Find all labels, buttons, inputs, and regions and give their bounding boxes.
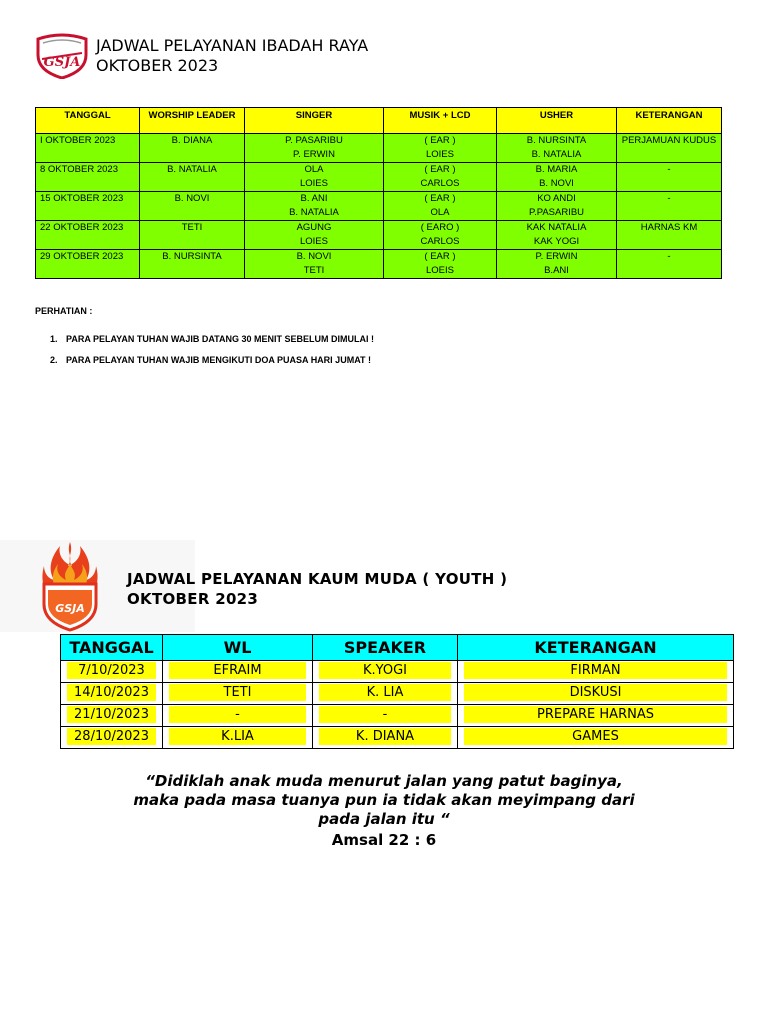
cell-singer: B. ANI B. NATALIA [245, 192, 384, 221]
notes-heading: PERHATIAN : [35, 306, 93, 316]
table-row [61, 705, 734, 727]
logo-text: GSJA [43, 55, 81, 70]
table-header-row [36, 108, 722, 134]
quote-line: pada jalan itu “ [318, 810, 450, 828]
cell-date: 8 OKTOBER 2023 [36, 163, 140, 192]
gsja-logo [34, 33, 90, 79]
cell-speaker: K.YOGI [313, 661, 458, 683]
cell-musik: ( EARO ) CARLOS [384, 221, 497, 250]
cell-wl: - [163, 705, 313, 727]
cell-date: 7/10/2023 [61, 661, 163, 683]
cell-usher: B. NURSINTA B. NATALIA [497, 134, 617, 163]
cell-singer: OLA LOIES [245, 163, 384, 192]
header-keterangan: KETERANGAN [458, 635, 734, 661]
cell-wl: TETI [140, 221, 245, 250]
cell-date: 28/10/2023 [61, 727, 163, 749]
service-title-line1: JADWAL PELAYANAN IBADAH RAYA [96, 36, 369, 55]
cell-keterangan: PREPARE HARNAS [458, 705, 734, 727]
table-row [61, 683, 734, 705]
cell-date: I OKTOBER 2023 [36, 134, 140, 163]
cell-speaker: K. LIA [313, 683, 458, 705]
cell-keterangan: GAMES [458, 727, 734, 749]
logo-text: GSJA [55, 602, 85, 615]
cell-singer: B. NOVI TETI [245, 250, 384, 279]
cell-keterangan: - [617, 250, 722, 279]
youth-title-line1: JADWAL PELAYANAN KAUM MUDA ( YOUTH ) [127, 570, 508, 588]
quote-line: “Didiklah anak muda menurut jalan yang patut baginya, [145, 772, 623, 790]
table-row [36, 221, 722, 250]
table-row [36, 192, 722, 221]
cell-musik: ( EAR ) OLA [384, 192, 497, 221]
cell-usher: KAK NATALIA KAK YOGI [497, 221, 617, 250]
header-speaker: SPEAKER [313, 635, 458, 661]
youth-title-line2: OKTOBER 2023 [127, 590, 259, 608]
cell-date: 29 OKTOBER 2023 [36, 250, 140, 279]
cell-wl: B. NURSINTA [140, 250, 245, 279]
header-wl: WL [163, 635, 313, 661]
cell-wl: EFRAIM [163, 661, 313, 683]
cell-usher: B. MARIA B. NOVI [497, 163, 617, 192]
cell-musik: ( EAR ) CARLOS [384, 163, 497, 192]
cell-musik: ( EAR ) LOIES [384, 134, 497, 163]
cell-keterangan: HARNAS KM [617, 221, 722, 250]
table-row [36, 163, 722, 192]
cell-singer: P. PASARIBU P. ERWIN [245, 134, 384, 163]
header-musik-lcd: MUSIK + LCD [384, 108, 497, 134]
cell-keterangan: PERJAMUAN KUDUS [617, 134, 722, 163]
table-row [61, 727, 734, 749]
cell-usher: KO ANDI P.PASARIBU [497, 192, 617, 221]
cell-wl: TETI [163, 683, 313, 705]
header-usher: USHER [497, 108, 617, 134]
youth-flame-logo [38, 540, 102, 632]
service-schedule-table [35, 107, 722, 279]
cell-singer: AGUNG LOIES [245, 221, 384, 250]
bible-quote [100, 772, 668, 829]
cell-date: 22 OKTOBER 2023 [36, 221, 140, 250]
service-title-line2: OKTOBER 2023 [96, 56, 219, 75]
table-row [36, 250, 722, 279]
cell-date: 14/10/2023 [61, 683, 163, 705]
cell-date: 21/10/2023 [61, 705, 163, 727]
cell-keterangan: - [617, 163, 722, 192]
cell-usher: P. ERWIN B.ANI [497, 250, 617, 279]
quote-line: maka pada masa tuanya pun ia tidak akan meyimpang dari [133, 791, 635, 809]
header-tanggal: TANGGAL [36, 108, 140, 134]
table-row [36, 134, 722, 163]
list-item: 1. PARA PELAYAN TUHAN WAJIB DATANG 30 MENIT SEBELUM DIMULAI ! [50, 334, 375, 344]
notes-list [50, 334, 374, 376]
service-title [96, 36, 368, 76]
cell-speaker: K. DIANA [313, 727, 458, 749]
youth-schedule-table [60, 634, 734, 749]
list-item: 2. PARA PELAYAN TUHAN WAJIB MENGIKUTI DOA PUASA HARI JUMAT ! [50, 355, 372, 365]
cell-musik: ( EAR ) LOEIS [384, 250, 497, 279]
table-row [61, 661, 734, 683]
cell-wl: K.LIA [163, 727, 313, 749]
cell-keterangan: DISKUSI [458, 683, 734, 705]
header-worship-leader: WORSHIP LEADER [140, 108, 245, 134]
bible-reference: Amsal 22 : 6 [331, 831, 437, 849]
cell-wl: B. DIANA [140, 134, 245, 163]
header-keterangan: KETERANGAN [617, 108, 722, 134]
table-header-row [61, 635, 734, 661]
header-singer: SINGER [245, 108, 384, 134]
youth-title [127, 569, 507, 609]
cell-speaker: - [313, 705, 458, 727]
cell-keterangan: - [617, 192, 722, 221]
header-tanggal: TANGGAL [61, 635, 163, 661]
cell-keterangan: FIRMAN [458, 661, 734, 683]
cell-wl: B. NOVI [140, 192, 245, 221]
cell-date: 15 OKTOBER 2023 [36, 192, 140, 221]
cell-wl: B. NATALIA [140, 163, 245, 192]
